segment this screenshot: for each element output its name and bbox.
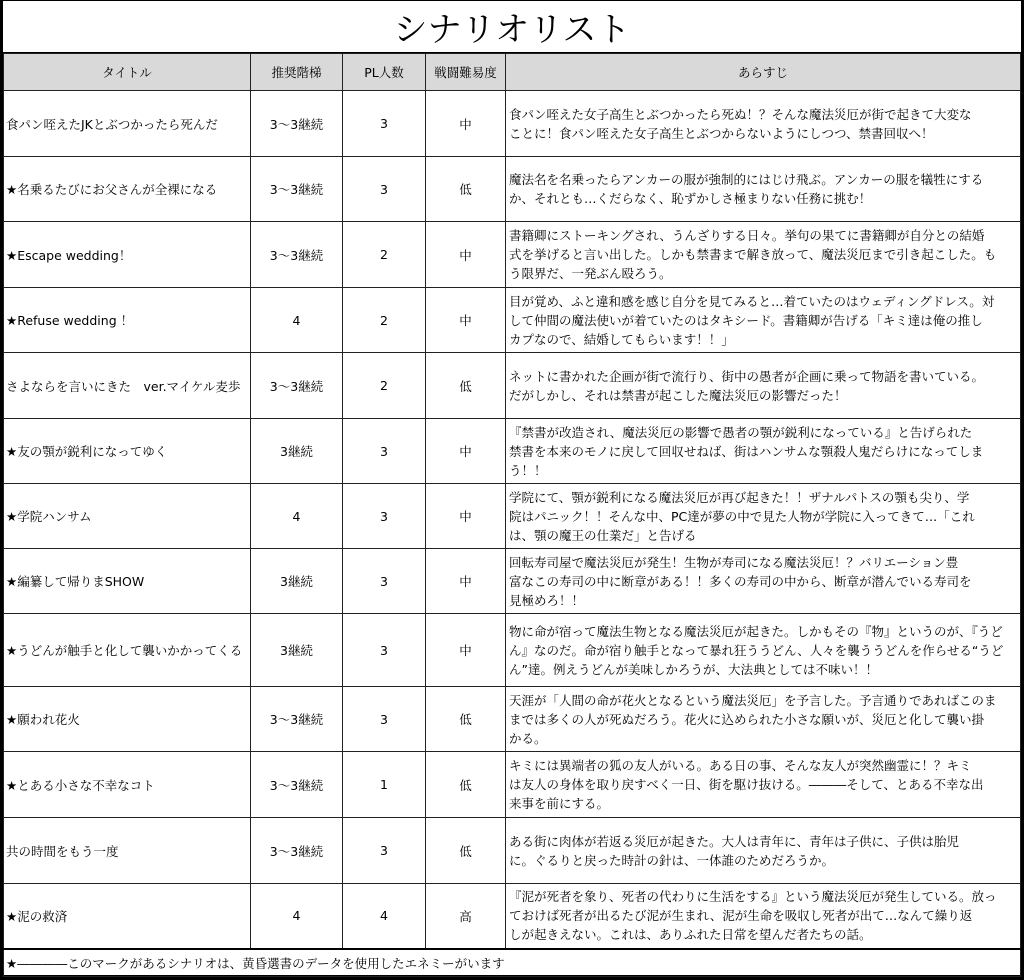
player-count: 3 [343,91,426,157]
table-row [4,353,1021,419]
player-count: 2 [343,222,426,288]
table-row [4,884,1021,949]
player-count: 2 [343,353,426,419]
synopsis-line: 回転寿司屋で魔法災厄が発生！生物が寿司になる魔法災厄！？バリエーション豊 [509,554,959,570]
synopsis [506,752,1021,818]
table-row [4,222,1021,288]
synopsis-line: かる。 [509,730,547,746]
synopsis [506,353,1021,419]
scenario-title: ★うどんが触手と化して襲いかかってくる [4,614,251,687]
synopsis [506,614,1021,687]
table-row [4,91,1021,157]
synopsis-line: ことに！食パン咥えた女子高生とぶつからないようにしつつ、禁書回収へ！ [509,125,934,141]
recommended-level: 4 [251,484,343,549]
synopsis-line: キミには異端者の狐の友人がいる。ある日の事、そんな友人が突然幽霊に！？キミ [509,758,972,773]
synopsis [506,884,1021,949]
header-title: タイトル [4,54,251,91]
synopsis-line: 『禁書が改造され、魔法災厄の影響で愚者の顎が鋭利になっている』と告げられた [509,424,973,440]
synopsis-line: ん”達。例えうどんが美味しかろうが、大法典としては不味い！！ [509,661,878,677]
combat-difficulty: 中 [426,288,506,353]
combat-difficulty: 低 [426,752,506,818]
header-difficulty: 戦闘難易度 [426,54,506,91]
synopsis-line: は友人の身体を取り戻すべく一日、街を駆け抜ける。―――そして、とある不幸な出 [509,777,984,792]
synopsis-line: う！！ [509,462,547,478]
scenario-title: ★学院ハンサム [4,484,251,549]
combat-difficulty: 低 [426,157,506,222]
combat-difficulty: 中 [426,222,506,288]
header-row [4,54,1021,91]
player-count: 3 [343,157,426,222]
scenario-title: さよならを言いにきた ver.マイケル麦歩 [4,353,251,419]
header-level: 推奨階梯 [251,54,343,91]
synopsis-line: 式を挙げると言い出した。しかも禁書まで解き放って、魔法災厄まで引き起こした。も [509,247,997,262]
synopsis-line: 目が覚め、ふと違和感を感じ自分を見てみると…着ていたのはウェディングドレス。対 [509,293,995,309]
synopsis-line: だがしかし、それは禁書が起こした魔法災厄の影響だった！ [509,387,847,403]
combat-difficulty: 中 [426,419,506,484]
synopsis-line: か、それとも…くだらなく、恥ずかしさ極まりない任務に挑む！ [509,191,872,206]
player-count: 3 [343,419,426,484]
scenario-title: 共の時間をもう一度 [4,818,251,884]
synopsis-line: カプなので、結婚してもらいます！！」 [509,331,734,347]
synopsis-line: ん』なのだ。命が宿り触手となって暴れ狂ううどん、人々を襲ううどんを作らせる“うど [509,642,1004,658]
synopsis [506,288,1021,353]
scenario-title: ★Escape wedding！ [4,222,251,288]
synopsis-line: しが起きえない。これは、ありふれた日常を望んだ者たちの話。 [509,927,872,943]
synopsis [506,222,1021,288]
synopsis-line: に。ぐるりと戻った時計の針は、一体誰のためだろうか。 [509,852,835,868]
player-count: 3 [343,549,426,614]
combat-difficulty: 低 [426,353,506,419]
table-row [4,687,1021,752]
table-row [4,419,1021,484]
combat-difficulty: 低 [426,818,506,884]
table-row [4,157,1021,222]
table-row [4,614,1021,687]
scenario-title: ★Refuse wedding ！ [4,288,251,353]
player-count: 2 [343,288,426,353]
scenario-title: ★友の顎が鋭利になってゆく [4,419,251,484]
synopsis [506,484,1021,549]
recommended-level: 3〜3継続 [251,157,343,222]
scenario-title: ★とある小さな不幸なコト [4,752,251,818]
table-row [4,288,1021,353]
synopsis [506,549,1021,614]
combat-difficulty: 中 [426,91,506,157]
synopsis [506,91,1021,157]
synopsis-line: 魔法名を名乗ったらアンカーの服が強制的にはじけ飛ぶ。アンカーの服を犠牲にする [509,172,984,187]
page-title: シナリオリスト [3,1,1021,54]
recommended-level: 3継続 [251,419,343,484]
player-count: 3 [343,614,426,687]
footnote: ★――――このマークがあるシナリオは、黄昏選書のデータを使用したエネミーがいます [4,949,1021,977]
synopsis-line: は、顎の魔王の仕業だ」と告げる [509,527,697,543]
synopsis [506,419,1021,484]
header-players: PL人数 [343,54,426,91]
synopsis-line: 院はパニック！！そんな中、PC達が夢の中で見た人物が学院に入ってきて…「これ [509,508,975,524]
synopsis-line: 書籍卿にストーキングされ、うんざりする日々。挙句の果てに書籍卿が自分との結婚 [509,228,985,243]
scenario-title: 食パン咥えたJKとぶつかったら死んだ [4,91,251,157]
synopsis-line: 禁書を本来のモノに戻して回収せねば、街はハンサムな顎殺人鬼だらけになってしま [509,443,984,459]
scenario-title: ★編纂して帰りまSHOW [4,549,251,614]
synopsis-line: 見極めろ！！ [509,592,585,608]
table-row [4,549,1021,614]
combat-difficulty: 高 [426,884,506,949]
recommended-level: 3継続 [251,614,343,687]
recommended-level: 3〜3継続 [251,752,343,818]
table-row [4,484,1021,549]
synopsis-line: ある街に肉体が若返る災厄が起きた。大人は青年に、青年は子供に、子供は胎児 [509,833,960,849]
synopsis-line: 天涯が「人間の命が花火となるという魔法災厄」を予言した。予言通りであればこのま [509,692,997,708]
synopsis-line: 『泥が死者を象り、死者の代わりに生活をする』という魔法災厄が発生している。放っ [509,889,997,905]
player-count: 1 [343,752,426,818]
synopsis [506,157,1021,222]
recommended-level: 3〜3継続 [251,353,343,419]
synopsis-line: 学院にて、顎が鋭利になる魔法災厄が再び起きた！！ザナルパトスの顎も尖り、学 [509,489,970,505]
scenario-table [3,53,1021,977]
recommended-level: 3〜3継続 [251,818,343,884]
recommended-level: 4 [251,288,343,353]
synopsis-line: して仲間の魔法使いが着ていたのはタキシード。書籍卿が告げる「キミ達は俺の推し [509,312,983,328]
scenario-title: ★名乗るたびにお父さんが全裸になる [4,157,251,222]
table-row [4,752,1021,818]
synopsis-line: 来事を前にする。 [509,796,610,811]
player-count: 3 [343,818,426,884]
combat-difficulty: 中 [426,484,506,549]
synopsis-line: までは多くの人が死ぬだろう。花火に込められた小さな願いが、災厄と化して襲い掛 [509,711,985,727]
combat-difficulty: 低 [426,687,506,752]
footnote-row [4,949,1021,977]
synopsis [506,818,1021,884]
synopsis-line: 物に命が宿って魔法生物となる魔法災厄が起きた。しかもその『物』というのが、『うど [509,623,1003,639]
recommended-level: 3〜3継続 [251,91,343,157]
scenario-title: ★泥の救済 [4,884,251,949]
header-synopsis: あらすじ [506,54,1021,91]
synopsis-line: ておけば死者が出るたび泥が生まれ、泥が生命を吸収し死者が出て…なんて繰り返 [509,908,973,924]
recommended-level: 3〜3継続 [251,687,343,752]
synopsis-line: ネットに書かれた企画が街で流行り、街中の愚者が企画に乗って物語を書いている。 [509,368,985,384]
player-count: 4 [343,884,426,949]
combat-difficulty: 中 [426,614,506,687]
combat-difficulty: 中 [426,549,506,614]
recommended-level: 4 [251,884,343,949]
table-row [4,818,1021,884]
recommended-level: 3継続 [251,549,343,614]
synopsis-line: 食パン咥えた女子高生とぶつかったら死ぬ！？そんな魔法災厄が街で起きて大変な [509,106,972,122]
player-count: 3 [343,687,426,752]
player-count: 3 [343,484,426,549]
synopsis-line: 富なこの寿司の中に断章がある！！多くの寿司の中から、断章が潜んでいる寿司を [509,573,972,589]
recommended-level: 3〜3継続 [251,222,343,288]
synopsis-line: う限界だ、一発ぶん殴ろう。 [509,266,672,281]
synopsis [506,687,1021,752]
scenario-title: ★願われ花火 [4,687,251,752]
